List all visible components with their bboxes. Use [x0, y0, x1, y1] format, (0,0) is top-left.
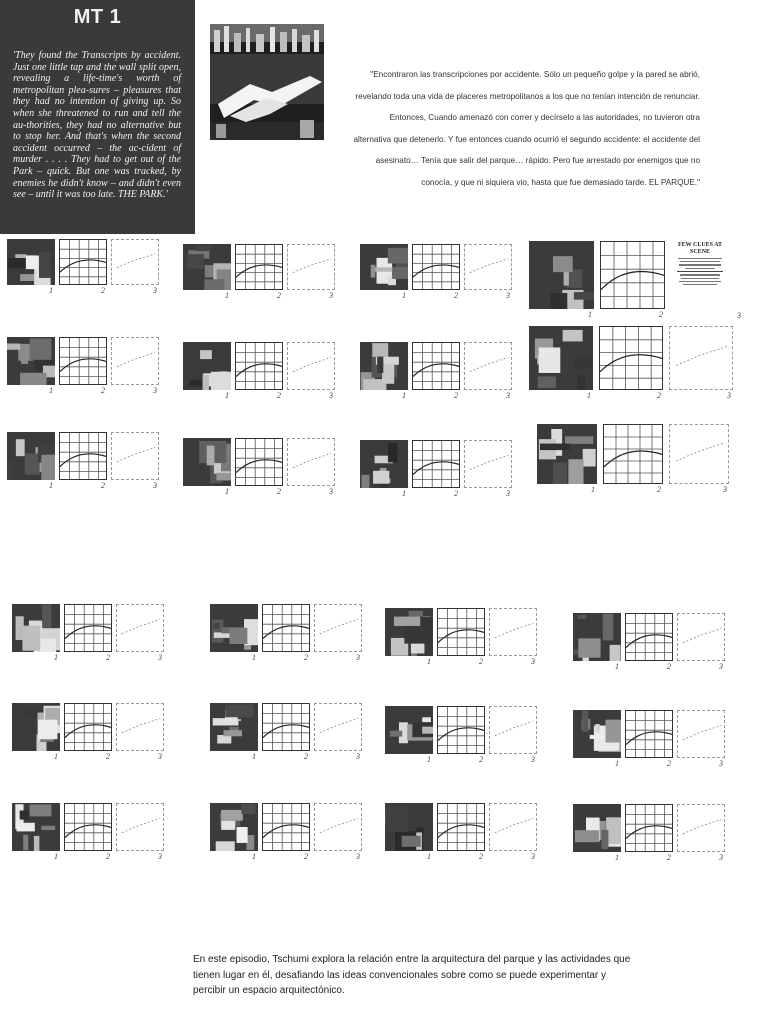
sketch-frame	[464, 440, 512, 488]
map-frame	[412, 342, 460, 390]
frame-number: 1	[49, 286, 53, 295]
frame-number: 1	[427, 755, 431, 764]
frame-number: 2	[101, 481, 105, 490]
frame-number: 3	[329, 391, 333, 400]
frame-number: 1	[49, 386, 53, 395]
frame-number: 1	[49, 481, 53, 490]
episode-caption: En este episodio, Tschumi explora la relación entre la arquitectura del parque y las actividades que tienen lugar en él, desafiando las ideas convencionales sobre como se puede experimentar y percibir un espacio arquitectónico.	[193, 954, 631, 996]
frame-number: 2	[101, 386, 105, 395]
sketch-frame	[116, 803, 164, 851]
map-frame	[59, 432, 107, 480]
frame-number: 2	[479, 755, 483, 764]
map-frame	[262, 703, 310, 751]
map-frame	[64, 703, 112, 751]
frame-number: 3	[158, 752, 162, 761]
storyboard-triptych	[573, 613, 725, 673]
photo-frame	[385, 803, 433, 851]
sketch-frame	[116, 703, 164, 751]
frame-number: 1	[54, 752, 58, 761]
storyboard-triptych	[537, 424, 729, 496]
map-frame	[64, 803, 112, 851]
frame-number: 2	[479, 657, 483, 666]
map-frame	[235, 342, 283, 390]
photo-frame	[183, 342, 231, 390]
storyboard-triptych	[210, 703, 362, 763]
frame-number: 1	[615, 853, 619, 862]
frame-number: 3	[531, 657, 535, 666]
storyboard-triptych	[7, 432, 159, 492]
frame-number: 1	[587, 391, 591, 400]
frame-number: 2	[106, 852, 110, 861]
map-frame	[59, 239, 107, 285]
photo-frame	[210, 604, 258, 652]
frame-number: 1	[615, 759, 619, 768]
map-frame	[437, 608, 485, 656]
sketch-frame	[489, 608, 537, 656]
frame-number: 3	[531, 852, 535, 861]
frame-number: 1	[225, 487, 229, 496]
map-frame	[262, 803, 310, 851]
map-frame	[59, 337, 107, 385]
photo-frame	[360, 440, 408, 488]
storyboard-triptych	[183, 244, 335, 302]
frame-number: 2	[667, 759, 671, 768]
frame-number: 2	[106, 752, 110, 761]
frame-number: 1	[402, 391, 406, 400]
sketch-frame	[677, 804, 725, 852]
photo-frame	[12, 803, 60, 851]
frame-number: 3	[719, 759, 723, 768]
photo-frame	[573, 710, 621, 758]
frame-number: 1	[225, 291, 229, 300]
map-frame	[437, 803, 485, 851]
clipping-headline: FEW CLUES AT SCENE	[677, 242, 723, 255]
map-frame	[412, 440, 460, 488]
photo-frame	[7, 337, 55, 385]
map-frame	[603, 424, 663, 484]
frame-number: 1	[225, 391, 229, 400]
map-frame	[625, 710, 673, 758]
storyboard-triptych	[360, 440, 512, 500]
sketch-frame	[287, 342, 335, 390]
frame-number: 2	[657, 391, 661, 400]
storyboard-triptych	[7, 337, 159, 397]
photo-frame	[12, 604, 60, 652]
city-skyline-image	[210, 24, 324, 140]
frame-number: 2	[304, 752, 308, 761]
photo-frame	[385, 608, 433, 656]
sketch-frame	[464, 244, 512, 290]
map-frame	[600, 241, 665, 309]
photo-frame	[573, 613, 621, 661]
photo-frame	[529, 326, 593, 390]
map-frame	[235, 438, 283, 486]
map-frame	[235, 244, 283, 290]
frame-number: 1	[252, 752, 256, 761]
sketch-frame	[314, 604, 362, 652]
frame-number: 2	[277, 291, 281, 300]
storyboard-triptych	[12, 803, 164, 863]
frame-number: 3	[719, 662, 723, 671]
frame-number: 2	[304, 653, 308, 662]
frame-number: 2	[657, 485, 661, 494]
frame-number: 3	[506, 489, 510, 498]
photo-frame	[7, 239, 55, 285]
frame-number: 2	[277, 487, 281, 496]
map-frame	[262, 604, 310, 652]
storyboard-triptych	[573, 710, 725, 770]
sketch-frame	[314, 803, 362, 851]
photo-frame	[210, 703, 258, 751]
frame-number: 2	[454, 291, 458, 300]
frame-number: 1	[427, 657, 431, 666]
frame-number: 1	[615, 662, 619, 671]
storyboard-triptych	[210, 604, 362, 664]
photo-frame	[210, 803, 258, 851]
frame-number: 3	[153, 386, 157, 395]
photo-frame	[7, 432, 55, 480]
storyboard-triptych	[385, 803, 537, 863]
frame-number: 3	[153, 286, 157, 295]
storyboard-triptych	[529, 326, 733, 402]
frame-number: 2	[659, 310, 663, 319]
frame-number: 1	[402, 489, 406, 498]
frame-number: 3	[356, 852, 360, 861]
frame-number: 1	[427, 852, 431, 861]
frame-number: 2	[304, 852, 308, 861]
frame-number: 2	[454, 489, 458, 498]
frame-number: 3	[506, 391, 510, 400]
frame-number: 3	[329, 291, 333, 300]
frame-number: 3	[723, 485, 727, 494]
sketch-frame	[677, 710, 725, 758]
frame-number: 3	[737, 311, 741, 320]
frame-number: 2	[667, 853, 671, 862]
sketch-frame	[669, 424, 729, 484]
frame-number: 1	[591, 485, 595, 494]
photo-frame	[573, 804, 621, 852]
photo-frame	[183, 244, 231, 290]
storyboard-triptych	[360, 342, 512, 402]
spanish-quote: "Encontraron las transcripciones por accidente. Sólo un pequeño golpe y la pared se abrió, revelando toda una vida de placeres metropolitanos a los que no tenían intención de renunciar. Entonces, Cuando amenazó con correr y decírselo a las autoridades, no tuvieron otra alternativa que detenerlo. Y fue entonces cuando ocurrió el segundo accidente: el accidente del asesinato… Tenía que salir del parque… rápido. Pero fue arrestado por enemigos que no conocía, y que ni siquiera vio, hasta que fue demasiado tarde. EL PARQUE."	[353, 70, 700, 187]
frame-number: 2	[277, 391, 281, 400]
sketch-frame	[111, 239, 159, 285]
sketch-frame	[489, 706, 537, 754]
frame-number: 2	[454, 391, 458, 400]
photo-frame	[12, 703, 60, 751]
storyboard-triptych	[183, 342, 335, 402]
frame-number: 2	[479, 852, 483, 861]
storyboard-triptych	[183, 438, 335, 498]
map-frame	[64, 604, 112, 652]
frame-number: 1	[588, 310, 592, 319]
title-block	[0, 0, 195, 234]
english-quote: 'They found the Transcripts by accident. Just one little tap and the wall split open, revealing a life-time's worth of metropolitan plea-sures – pleasures that they had no intention of giving up. So when she threatened to run and tell the au-thorities, they had no alternative but to stop her. And that's when the second accident occurred – the ac-cident of murder . . . . They had to get out of the Park – quick. But one was tracked, by enemies he didn't know – and didn't even see – until it was too late. THE PARK.'	[13, 50, 181, 201]
frame-number: 2	[101, 286, 105, 295]
sketch-frame	[314, 703, 362, 751]
map-frame	[625, 613, 673, 661]
photo-frame	[360, 342, 408, 390]
storyboard-triptych	[360, 244, 512, 302]
frame-number: 1	[252, 852, 256, 861]
frame-number: 3	[506, 291, 510, 300]
map-frame	[437, 706, 485, 754]
sketch-frame	[287, 438, 335, 486]
sketch-frame	[464, 342, 512, 390]
frame-number: 3	[158, 653, 162, 662]
frame-number: 3	[356, 752, 360, 761]
frame-number: 3	[727, 391, 731, 400]
photo-frame	[537, 424, 597, 484]
frame-number: 1	[54, 852, 58, 861]
storyboard-triptych	[7, 239, 159, 297]
newspaper-clipping	[671, 242, 729, 308]
sketch-frame	[287, 244, 335, 290]
frame-number: 2	[667, 662, 671, 671]
photo-frame	[385, 706, 433, 754]
storyboard-triptych	[385, 706, 537, 766]
frame-number: 3	[153, 481, 157, 490]
frame-number: 3	[719, 853, 723, 862]
frame-number: 2	[106, 653, 110, 662]
storyboard-triptych	[573, 804, 725, 864]
page-title: MT 1	[73, 6, 122, 28]
frame-number: 1	[252, 653, 256, 662]
sketch-frame	[669, 326, 733, 390]
map-frame	[599, 326, 663, 390]
frame-number: 3	[158, 852, 162, 861]
photo-frame	[183, 438, 231, 486]
sketch-frame	[677, 613, 725, 661]
photo-frame	[360, 244, 408, 290]
hero-city-photo	[210, 24, 324, 140]
frame-number: 3	[329, 487, 333, 496]
storyboard-triptych	[12, 604, 164, 664]
sketch-frame	[116, 604, 164, 652]
storyboard-triptych	[12, 703, 164, 763]
frame-number: 1	[54, 653, 58, 662]
sketch-frame	[489, 803, 537, 851]
photo-frame	[529, 241, 594, 309]
frame-number: 1	[402, 291, 406, 300]
map-frame	[625, 804, 673, 852]
storyboard-triptych	[210, 803, 362, 863]
map-frame	[412, 244, 460, 290]
frame-number: 3	[531, 755, 535, 764]
sketch-frame	[111, 432, 159, 480]
sketch-frame	[111, 337, 159, 385]
frame-number: 3	[356, 653, 360, 662]
storyboard-triptych	[385, 608, 537, 668]
